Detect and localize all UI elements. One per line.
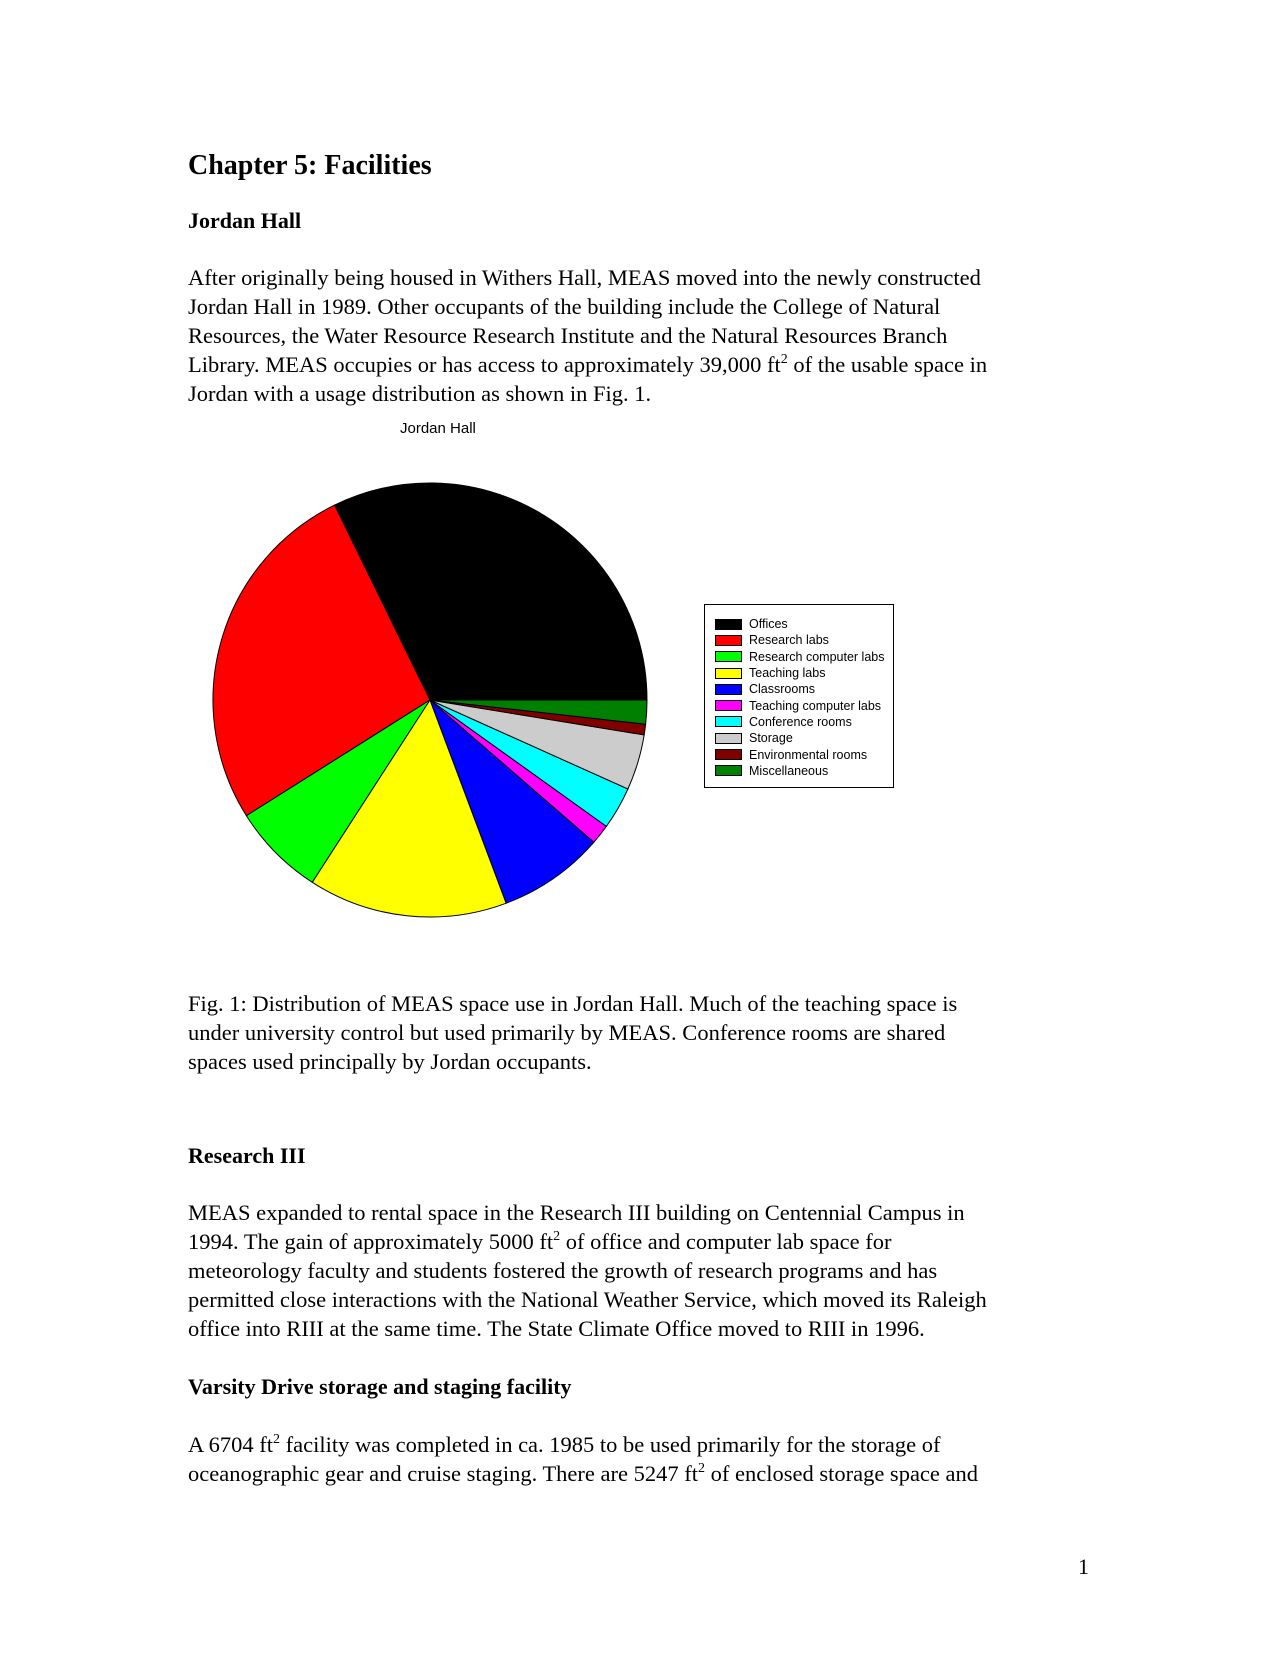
legend-label: Offices	[749, 617, 788, 632]
text-fragment: Library. MEAS occupies or has access to approximately 39,000 ft	[188, 352, 781, 377]
legend-item	[715, 665, 893, 681]
text-line: Resources, the Water Resource Research Institute and the Natural Resources Branch	[188, 323, 948, 348]
text-fragment: A 6704 ft	[188, 1432, 274, 1457]
paragraph-varsity-drive	[188, 1430, 1088, 1488]
text-fragment: of office and computer lab space for	[560, 1229, 892, 1254]
legend-label: Teaching computer labs	[749, 698, 882, 713]
text-fragment: of the usable space in	[787, 352, 988, 377]
figure-caption	[188, 989, 1088, 1076]
legend-swatch	[715, 619, 742, 630]
text-line: MEAS expanded to rental space in the Research III building on Centennial Campus in	[188, 1200, 965, 1225]
text-line: under university control but used primarily by MEAS. Conference rooms are shared	[188, 1020, 946, 1045]
legend-item	[715, 649, 893, 665]
legend-label: Research labs	[749, 633, 829, 648]
text-line: Fig. 1: Distribution of MEAS space use in Jordan Hall. Much of the teaching space is	[188, 991, 958, 1016]
text-line: Jordan Hall in 1989. Other occupants of the building include the College of Natural	[188, 294, 941, 319]
superscript: 2	[273, 1432, 281, 1447]
legend-label: Environmental rooms	[749, 747, 868, 762]
legend-label: Classrooms	[749, 682, 815, 697]
legend-swatch	[715, 668, 742, 679]
legend-swatch	[715, 749, 742, 760]
legend-label: Conference rooms	[749, 714, 852, 729]
legend-item	[715, 632, 893, 648]
page-number: 1	[1078, 1554, 1089, 1579]
legend-item	[715, 697, 893, 713]
text-fragment: 1994. The gain of approximately 5000 ft	[188, 1229, 554, 1254]
pie-chart	[200, 470, 660, 930]
legend-swatch	[715, 765, 742, 776]
text-line	[188, 1430, 1088, 1459]
text-line	[188, 1227, 1088, 1256]
legend-label: Research computer labs	[749, 649, 885, 664]
legend-label: Miscellaneous	[749, 763, 829, 778]
superscript: 2	[780, 352, 788, 367]
chapter-title: Chapter 5: Facilities	[188, 150, 432, 181]
legend-swatch	[715, 635, 742, 646]
legend-swatch	[715, 651, 742, 662]
legend-item	[715, 714, 893, 730]
legend-swatch	[715, 716, 742, 727]
legend-swatch	[715, 733, 742, 744]
chart-title: Jordan Hall	[400, 420, 476, 437]
legend-item	[715, 763, 893, 779]
legend-label: Storage	[749, 731, 793, 746]
section-heading-research-iii: Research III	[188, 1143, 306, 1168]
legend-item	[715, 730, 893, 746]
text-line: office into RIII at the same time. The State Climate Office moved to RIII in 1996.	[188, 1316, 925, 1341]
text-line: meteorology faculty and students fostered the growth of research programs and has	[188, 1258, 938, 1283]
legend-item	[715, 681, 893, 697]
legend-swatch	[715, 700, 742, 711]
superscript: 2	[698, 1461, 705, 1476]
section-heading-jordan-hall: Jordan Hall	[188, 208, 302, 233]
text-line: spaces used principally by Jordan occupants.	[188, 1049, 592, 1074]
section-heading-varsity-drive: Varsity Drive storage and staging facility	[188, 1374, 572, 1399]
text-fragment: facility was completed in ca. 1985 to be used primarily for the storage of	[280, 1432, 941, 1457]
paragraph-jordan-hall	[188, 263, 1088, 408]
text-fragment: of enclosed storage space and	[705, 1461, 979, 1486]
legend-swatch	[715, 684, 742, 695]
text-line: Jordan with a usage distribution as shown in Fig. 1.	[188, 381, 652, 406]
text-line: permitted close interactions with the National Weather Service, which moved its Raleigh	[188, 1287, 987, 1312]
text-line	[188, 350, 1088, 379]
text-fragment: oceanographic gear and cruise staging. There are 5247 ft	[188, 1461, 698, 1486]
text-line	[188, 1459, 1088, 1488]
superscript: 2	[553, 1229, 561, 1244]
legend-item	[715, 616, 893, 632]
legend-label: Teaching labs	[749, 666, 826, 681]
legend-item	[715, 746, 893, 762]
text-line: After originally being housed in Withers Hall, MEAS moved into the newly constructed	[188, 265, 981, 290]
chart-legend	[704, 604, 894, 788]
paragraph-research-iii	[188, 1198, 1088, 1343]
